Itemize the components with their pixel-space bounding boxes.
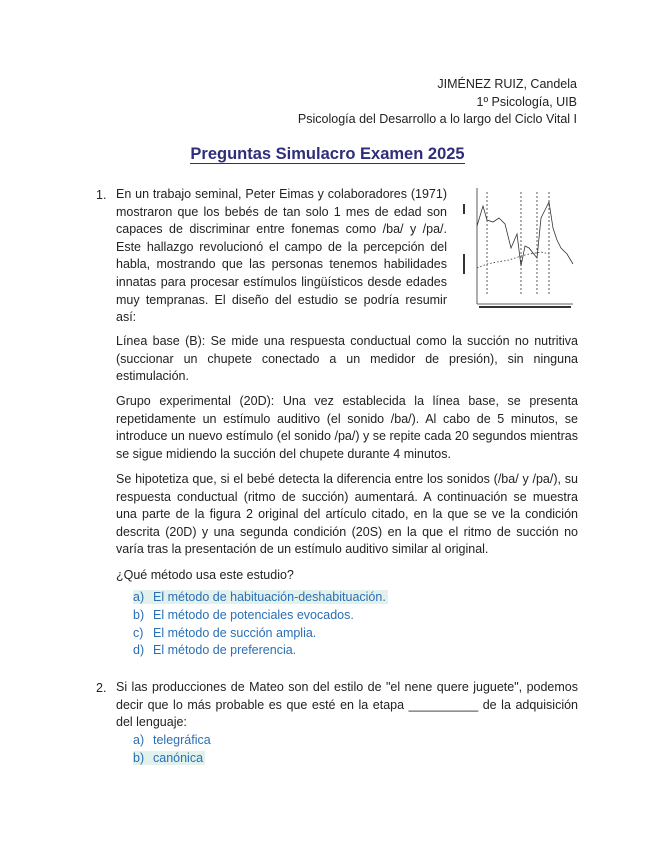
answer-highlight: b) canónica: [133, 750, 204, 765]
option-b[interactable]: b) El método de potenciales evocados.: [133, 607, 354, 622]
figure-curve-20D: [477, 202, 573, 266]
sucking-rate-figure: [457, 184, 579, 312]
author-name: JIMÉNEZ RUIZ, Candela: [437, 77, 577, 91]
figure-x-ticks: [479, 306, 571, 308]
question-2-options: [133, 732, 211, 768]
question-1-options: [133, 589, 388, 660]
question-2-stem: Si las producciones de Mateo son del estilo de "el nene quere juguete", podemos decir que lo más probable es que esté en la etapa __________ de la adquisición del lenguaje:: [116, 680, 578, 730]
course-name: 1º Psicología, UIB: [476, 94, 577, 109]
figure-curve-20S: [477, 252, 549, 268]
figure-y-label-2: [463, 254, 465, 274]
question-1-number: 1.: [96, 188, 107, 202]
option-a[interactable]: [133, 589, 388, 607]
subject-name: Psicología del Desarrollo a lo largo del Ciclo Vital I: [297, 112, 577, 126]
option-b[interactable]: [133, 750, 211, 768]
question-1-intro: En un trabajo seminal, Peter Eimas y colaboradores (1971) mostraron que los bebés de tan solo 1 mes de edad son capaces de discriminar entre fonemas como /ba/ y /pa/. Este hallazgo revolucionó el campo de la percepción del habla, mostrando que las personas tenemos habilidades innatas para procesar estímulos lingüísticos desde edades muy tempranas. El diseño del estudio se podría resumir así:: [116, 187, 447, 325]
header: [298, 76, 577, 129]
option-d[interactable]: d) El método de preferencia.: [133, 643, 297, 658]
option-a[interactable]: a) telegráfica: [133, 733, 211, 747]
question-1-hypothesis: Se hipotetiza que, si el bebé detecta la diferencia entre los sonidos (/ba/ y /pa/), su respuesta conductual (ritmo de succión) aumentará. A continuación se muestra una parte de la figura 2 original del artículo citado, en la que se ve la condición descrita (20D) y una segunda condición (20S) en la que el ritmo de succión no varía tras la presentación de un estímulo auditivo similar al original.: [116, 472, 578, 557]
question-1-baseline: Línea base (B): Se mide una respuesta conductual como la succión no nutritiva (succionar un chupete conectado a un medidor de presión), sin ninguna estimulación.: [116, 334, 578, 384]
page-title: Preguntas Simulacro Examen 2025: [190, 145, 465, 163]
option-c[interactable]: c) El método de succión amplia.: [133, 625, 317, 640]
question-2-number: 2.: [96, 681, 107, 695]
answer-highlight: a) El método de habituación-deshabituación.: [133, 590, 386, 604]
figure-y-label: [463, 204, 465, 214]
question-1-prompt: ¿Qué método usa este estudio?: [116, 568, 294, 582]
question-1-experimental: Grupo experimental (20D): Una vez establecida la línea base, se presenta repetidamente un estímulo auditivo (el sonido /ba/). Al cabo de 5 minutos, se introduce un nuevo estímulo (el sonido /pa/) y se repite cada 20 segundos mientras se sigue midiendo la succión del chupete durante 4 minutos.: [116, 394, 578, 461]
